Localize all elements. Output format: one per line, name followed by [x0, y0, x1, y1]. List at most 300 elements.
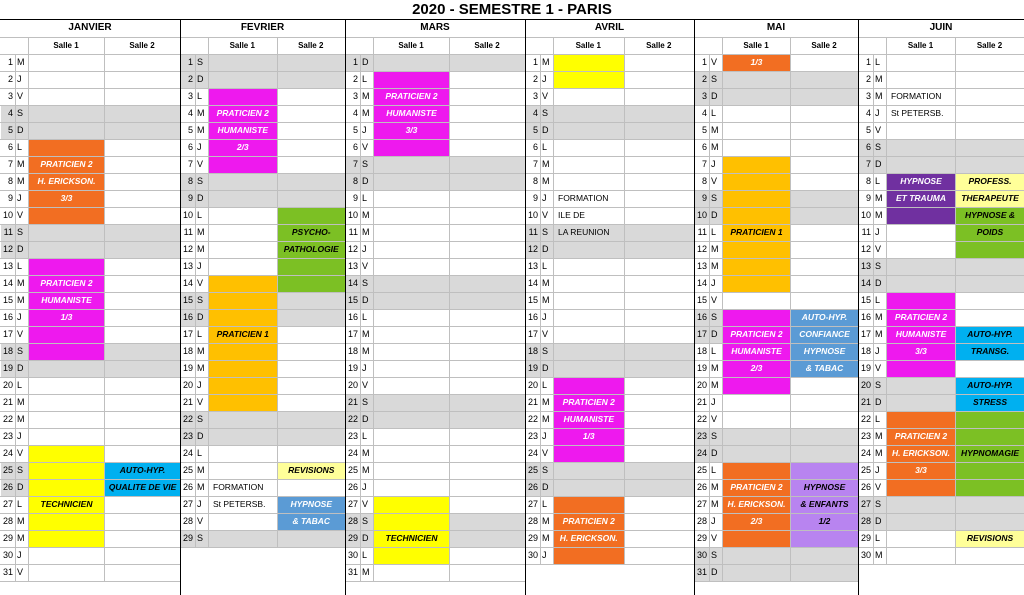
grid-line: [525, 292, 694, 293]
day-of-week: J: [17, 193, 22, 203]
day-number: 29: [347, 533, 358, 543]
day-number: 8: [187, 176, 193, 186]
month-divider: [694, 19, 695, 595]
grid-line: [180, 88, 345, 89]
day-number: 21: [347, 397, 358, 407]
day-number: 13: [347, 261, 358, 271]
day-number: 2: [865, 74, 871, 84]
salle-header-1: Salle 1: [229, 41, 255, 50]
session-label: FORMATION: [213, 482, 264, 492]
session-label: [29, 139, 104, 156]
session-block[interactable]: [554, 377, 624, 462]
day-of-week: D: [17, 125, 24, 135]
day-number: 19: [2, 363, 13, 373]
day-number: 7: [701, 159, 707, 169]
grid-line: [0, 360, 180, 361]
day-number: 9: [701, 193, 707, 203]
session-label: TECHNICIEN: [385, 533, 438, 543]
grid-line: [694, 122, 858, 123]
day-of-week: S: [197, 295, 204, 305]
session-block[interactable]: [791, 462, 858, 547]
grid-line: [195, 54, 196, 547]
day-number: 2: [187, 74, 193, 84]
day-number: 22: [347, 414, 358, 424]
salle-header-2: Salle 2: [129, 41, 155, 50]
grid-line: [694, 54, 858, 55]
grid-line: [525, 37, 694, 38]
grid-line: [694, 71, 858, 72]
grid-line: [180, 513, 345, 514]
day-number: 1: [7, 57, 13, 67]
day-number: 3: [7, 91, 13, 101]
day-of-week: M: [542, 176, 550, 186]
day-of-week: L: [542, 142, 548, 152]
day-number: 5: [532, 125, 538, 135]
session-label: [278, 207, 346, 224]
session-label: [209, 309, 277, 326]
session-label: PRATICIEN 2: [562, 397, 615, 407]
month-header-janvier: JANVIER: [68, 22, 112, 33]
day-number: 3: [352, 91, 358, 101]
grid-line: [345, 173, 525, 174]
session-label: [723, 156, 790, 173]
day-of-week: J: [197, 380, 202, 390]
grid-line: [694, 190, 858, 191]
session-label: PRATICIEN 2: [894, 431, 948, 441]
grid-line: [0, 71, 180, 72]
day-number: 9: [532, 193, 538, 203]
day-of-week: M: [542, 57, 550, 67]
day-of-week: D: [197, 74, 204, 84]
grid-line: [858, 54, 1024, 55]
day-number: 28: [696, 516, 707, 526]
day-number: 16: [2, 312, 13, 322]
grid-line: [0, 173, 180, 174]
grid-line: [525, 394, 694, 395]
day-number: 25: [696, 465, 707, 475]
day-of-week: D: [542, 244, 549, 254]
day-number: 4: [352, 108, 358, 118]
day-of-week: S: [875, 261, 882, 271]
session-label: [887, 360, 955, 377]
grid-line: [180, 156, 345, 157]
session-label: PRATICIEN 2: [730, 482, 783, 492]
grid-line: [858, 479, 1024, 480]
grid-line: [0, 394, 180, 395]
salle-header-2: Salle 2: [474, 41, 500, 50]
day-number: 8: [352, 176, 358, 186]
day-of-week: V: [197, 278, 204, 288]
day-number: 29: [527, 533, 538, 543]
day-of-week: M: [197, 125, 205, 135]
session-label: HYPNOSE: [290, 499, 333, 509]
session-label: [887, 479, 955, 496]
day-of-week: M: [711, 482, 719, 492]
day-number: 9: [187, 193, 193, 203]
grid-line: [0, 547, 180, 548]
day-of-week: D: [197, 431, 204, 441]
grid-line: [694, 445, 858, 446]
session-label: [278, 275, 346, 292]
day-number: 5: [187, 125, 193, 135]
session-label: [956, 241, 1024, 258]
grid-line: [525, 445, 694, 446]
day-of-week: M: [711, 261, 719, 271]
session-label: [29, 207, 104, 224]
grid-line: [525, 173, 694, 174]
day-number: 23: [2, 431, 13, 441]
day-number: 3: [187, 91, 193, 101]
day-number: 18: [347, 346, 358, 356]
grid-line: [858, 292, 1024, 293]
grid-line: [858, 37, 1024, 38]
grid-line: [694, 258, 858, 259]
grid-line: [345, 343, 525, 344]
session-block[interactable]: [723, 54, 790, 71]
grid-line: [694, 156, 858, 157]
grid-line: [180, 547, 345, 548]
grid-line: [694, 275, 858, 276]
grid-line: [525, 122, 694, 123]
grid-line: [858, 564, 1024, 565]
session-label: PRATICIEN 2: [894, 312, 948, 322]
day-of-week: J: [362, 244, 367, 254]
session-label: PRATICIEN 1: [730, 227, 783, 237]
grid-line: [180, 37, 345, 38]
day-of-week: M: [542, 397, 550, 407]
day-of-week: S: [711, 74, 718, 84]
day-number: 2: [352, 74, 358, 84]
salle-header-1: Salle 1: [907, 41, 934, 50]
grid-line: [0, 343, 180, 344]
day-of-week: L: [875, 176, 881, 186]
grid-line: [709, 54, 710, 581]
grid-line: [0, 445, 180, 446]
grid-line: [525, 547, 694, 548]
day-number: 22: [860, 414, 871, 424]
day-of-week: V: [711, 57, 718, 67]
day-number: 6: [352, 142, 358, 152]
grid-line: [858, 343, 1024, 344]
day-number: 24: [347, 448, 358, 458]
grid-line: [858, 156, 1024, 157]
grid-line: [345, 122, 525, 123]
day-of-week: L: [875, 533, 881, 543]
session-label: [554, 547, 624, 564]
day-of-week: S: [711, 431, 718, 441]
grid-line: [694, 547, 858, 548]
day-number: 29: [182, 533, 193, 543]
session-block[interactable]: [723, 309, 790, 394]
grid-line: [694, 479, 858, 480]
day-of-week: L: [711, 346, 717, 356]
day-number: 17: [2, 329, 13, 339]
day-number: 18: [860, 346, 871, 356]
session-label: POIDS: [976, 227, 1004, 237]
session-label: PRATICIEN 2: [385, 91, 438, 101]
salle-header-2: Salle 2: [298, 41, 324, 50]
day-of-week: M: [542, 516, 550, 526]
session-block[interactable]: [956, 530, 1024, 547]
salle-header-2: Salle 2: [976, 41, 1003, 50]
session-label: PRATICIEN 2: [562, 516, 615, 526]
session-label: REVISIONS: [288, 465, 335, 475]
session-label: [209, 377, 277, 394]
day-of-week: J: [17, 431, 22, 441]
grid-line: [525, 156, 694, 157]
session-block[interactable]: [956, 207, 1024, 258]
month-header-mai: MAI: [766, 22, 786, 33]
grid-line: [345, 581, 525, 582]
grid-line: [0, 377, 180, 378]
day-of-week: D: [711, 210, 718, 220]
day-of-week: L: [542, 499, 548, 509]
grid-line: [345, 462, 525, 463]
session-label: [209, 292, 277, 309]
day-number: 6: [7, 142, 13, 152]
day-number: 22: [696, 414, 707, 424]
grid-line: [858, 445, 1024, 446]
grid-line: [180, 139, 345, 140]
session-label: PRATICIEN 1: [216, 329, 269, 339]
day-number: 24: [527, 448, 538, 458]
day-number: 15: [860, 295, 871, 305]
grid-line: [0, 530, 180, 531]
session-label: [554, 377, 624, 394]
day-number: 15: [696, 295, 707, 305]
grid-line: [345, 105, 525, 106]
session-label: PRATICIEN 2: [40, 159, 93, 169]
grid-line: [694, 139, 858, 140]
day-of-week: J: [17, 74, 22, 84]
grid-line: [858, 462, 1024, 463]
session-label: [723, 309, 790, 326]
day-of-week: L: [197, 91, 203, 101]
session-label: PRATICIEN 2: [40, 278, 93, 288]
day-number: 15: [2, 295, 13, 305]
session-label: AUTO-HYP.: [967, 380, 1013, 390]
day-of-week: J: [542, 431, 547, 441]
grid-line: [525, 241, 694, 242]
day-number: 21: [2, 397, 13, 407]
session-label: 2/3: [750, 363, 763, 373]
grid-line: [858, 241, 1024, 242]
session-label: [791, 530, 858, 547]
session-label: PSYCHO-: [291, 227, 331, 237]
session-label: HUMANISTE: [217, 125, 269, 135]
grid-line: [858, 309, 1024, 310]
grid-line: [180, 258, 345, 259]
grid-line: [0, 241, 180, 242]
grid-line: [345, 547, 525, 548]
day-number: 26: [2, 482, 13, 492]
session-label: ET TRAUMA: [895, 193, 947, 203]
grid-line: [525, 343, 694, 344]
session-block[interactable]: [278, 462, 346, 479]
session-block[interactable]: [374, 71, 449, 156]
day-number: 26: [182, 482, 193, 492]
session-label: HUMANISTE: [731, 346, 782, 356]
day-number: 5: [865, 125, 871, 135]
day-of-week: M: [711, 499, 719, 509]
day-number: 12: [527, 244, 538, 254]
day-number: 4: [7, 108, 13, 118]
day-number: 9: [7, 193, 13, 203]
day-of-week: M: [542, 278, 550, 288]
grid-line: [694, 428, 858, 429]
day-of-week: L: [542, 380, 548, 390]
day-of-week: S: [711, 550, 718, 560]
session-block[interactable]: [278, 207, 346, 292]
grid-line: [955, 37, 956, 564]
day-of-week: M: [17, 278, 25, 288]
day-of-week: D: [542, 125, 549, 135]
session-block[interactable]: [554, 190, 624, 241]
day-number: 19: [860, 363, 871, 373]
session-label: ILE DE: [558, 210, 585, 220]
day-of-week: D: [17, 363, 24, 373]
day-number: 6: [187, 142, 193, 152]
day-of-week: S: [711, 193, 718, 203]
day-of-week: J: [875, 108, 880, 118]
day-number: 26: [860, 482, 871, 492]
session-label: 2/3: [750, 516, 763, 526]
day-of-week: J: [197, 261, 202, 271]
session-label: [29, 343, 104, 360]
session-block[interactable]: [887, 173, 955, 224]
day-number: 6: [532, 142, 538, 152]
day-of-week: V: [875, 125, 882, 135]
day-number: 19: [347, 363, 358, 373]
session-block[interactable]: [209, 88, 277, 173]
session-label: [956, 462, 1024, 479]
session-block[interactable]: [723, 462, 790, 547]
day-of-week: S: [362, 159, 369, 169]
day-number: 22: [527, 414, 538, 424]
session-label: H. ERICKSON.: [891, 448, 951, 458]
session-label: [554, 445, 624, 462]
day-of-week: D: [711, 448, 718, 458]
session-block[interactable]: [887, 411, 955, 496]
day-number: 6: [865, 142, 871, 152]
session-block[interactable]: [887, 292, 955, 377]
session-label: [723, 258, 790, 275]
grid-line: [525, 105, 694, 106]
day-of-week: S: [17, 108, 24, 118]
grid-line: [858, 173, 1024, 174]
grid-line: [0, 37, 180, 38]
session-label: [956, 479, 1024, 496]
day-of-week: J: [542, 550, 547, 560]
session-label: LA REUNION: [558, 227, 610, 237]
session-label: 1/3: [582, 431, 595, 441]
grid-line: [858, 139, 1024, 140]
session-block[interactable]: [956, 411, 1024, 496]
grid-line: [858, 496, 1024, 497]
day-number: 13: [696, 261, 707, 271]
session-label: THERAPEUTE: [961, 193, 1019, 203]
session-label: & ENFANTS: [800, 499, 849, 509]
day-of-week: V: [711, 533, 718, 543]
grid-line: [345, 530, 525, 531]
day-of-week: M: [197, 482, 205, 492]
day-number: 8: [7, 176, 13, 186]
session-label: [29, 513, 104, 530]
day-of-week: D: [711, 329, 718, 339]
grid-line: [694, 360, 858, 361]
day-of-week: L: [17, 142, 23, 152]
session-block[interactable]: [29, 139, 104, 224]
grid-line: [345, 360, 525, 361]
month-header-juin: JUIN: [929, 22, 953, 33]
day-of-week: S: [875, 380, 882, 390]
session-label: [723, 530, 790, 547]
session-label: [723, 173, 790, 190]
grid-line: [180, 411, 345, 412]
grid-line: [525, 139, 694, 140]
grid-line: [180, 54, 345, 55]
day-number: 17: [527, 329, 538, 339]
day-of-week: S: [542, 108, 549, 118]
day-number: 12: [2, 244, 13, 254]
day-of-week: L: [17, 380, 23, 390]
grid-line: [525, 207, 694, 208]
day-number: 25: [2, 465, 13, 475]
day-of-week: D: [362, 414, 369, 424]
day-of-week: S: [711, 312, 718, 322]
day-number: 20: [182, 380, 193, 390]
day-number: 14: [2, 278, 13, 288]
day-of-week: M: [711, 244, 719, 254]
day-number: 27: [696, 499, 707, 509]
day-of-week: M: [711, 142, 719, 152]
day-number: 20: [696, 380, 707, 390]
grid-line: [0, 19, 1024, 20]
day-number: 14: [860, 278, 871, 288]
day-of-week: V: [542, 448, 549, 458]
session-label: HUMANISTE: [386, 108, 437, 118]
day-number: 16: [347, 312, 358, 322]
day-of-week: S: [362, 278, 369, 288]
grid-line: [0, 105, 180, 106]
grid-line: [0, 496, 180, 497]
session-label: [374, 496, 449, 513]
day-of-week: L: [362, 74, 368, 84]
grid-line: [180, 326, 345, 327]
session-label: PRATICIEN 2: [216, 108, 269, 118]
day-number: 28: [860, 516, 871, 526]
day-number: 27: [2, 499, 13, 509]
day-number: 17: [182, 329, 193, 339]
session-label: HYPNOMAGIE: [960, 448, 1020, 458]
day-of-week: L: [197, 448, 203, 458]
day-number: 17: [696, 329, 707, 339]
day-number: 24: [2, 448, 13, 458]
day-number: 11: [183, 227, 193, 237]
grid-line: [180, 207, 345, 208]
day-of-week: M: [875, 91, 883, 101]
salle-header-1: Salle 1: [575, 41, 601, 50]
month-divider: [345, 19, 346, 595]
day-of-week: V: [875, 244, 882, 254]
day-number: 12: [347, 244, 358, 254]
day-of-week: J: [362, 125, 367, 135]
session-label: FORMATION: [558, 193, 609, 203]
grid-line: [180, 479, 345, 480]
grid-line: [694, 377, 858, 378]
session-label: [29, 530, 104, 547]
day-of-week: V: [17, 567, 24, 577]
